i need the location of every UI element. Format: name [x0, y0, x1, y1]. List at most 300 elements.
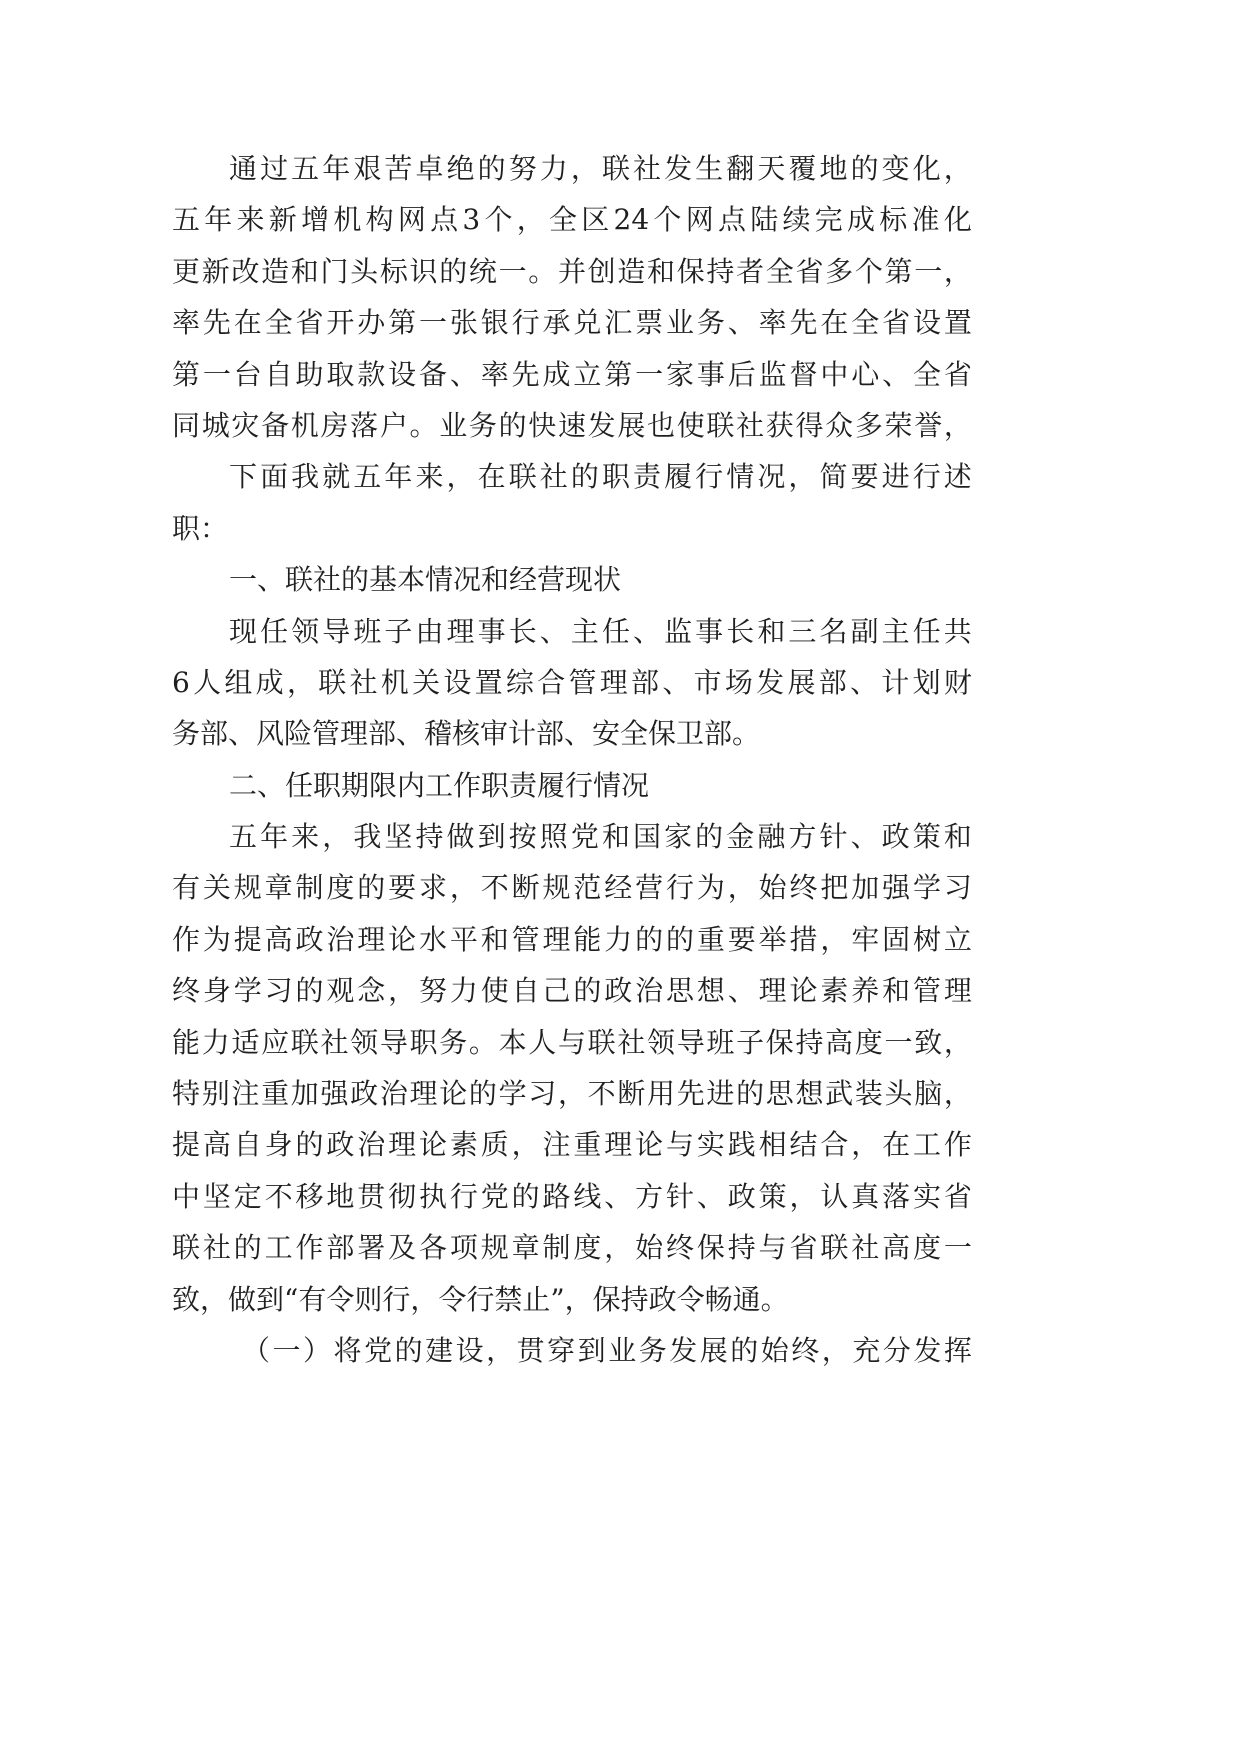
- text-glyph: 履: [664, 460, 693, 494]
- text-line: [172, 914, 972, 965]
- text-glyph: 重: [261, 1077, 290, 1111]
- text-glyph: 省: [795, 254, 824, 288]
- text-glyph: 心: [851, 357, 880, 391]
- text-glyph: 网: [397, 203, 426, 237]
- text-glyph: 第: [884, 254, 913, 288]
- text-glyph: 一: [914, 254, 943, 288]
- text-line: [172, 1068, 972, 1119]
- text-glyph: 和: [757, 614, 786, 648]
- text-line: [172, 1171, 972, 1222]
- text-glyph: 展: [699, 1333, 728, 1367]
- text-glyph: 省: [943, 357, 972, 391]
- text-glyph: 作: [943, 1128, 972, 1162]
- text-glyph: 章: [264, 871, 293, 905]
- text-glyph: 认: [820, 1179, 849, 1213]
- text-glyph: 用: [647, 1077, 676, 1111]
- text-glyph: 汇: [604, 306, 633, 340]
- text-glyph: 完: [814, 203, 843, 237]
- text-glyph: 建: [425, 1333, 454, 1367]
- text-glyph: 养: [851, 974, 880, 1008]
- text-glyph: 注: [231, 1077, 260, 1111]
- text-glyph: 省: [943, 1179, 972, 1213]
- document-body: [172, 143, 972, 1376]
- text-glyph: 导: [676, 1025, 705, 1059]
- text-glyph: 管: [568, 665, 597, 699]
- text-glyph: 五: [291, 152, 320, 185]
- text-line: 职：: [172, 511, 229, 545]
- text-line: [172, 451, 972, 502]
- text-glyph: 务: [439, 1025, 468, 1059]
- text-glyph: 率: [758, 306, 787, 340]
- text-glyph: 的: [666, 922, 695, 956]
- text-glyph: 来: [236, 203, 265, 237]
- text-glyph: ，: [449, 871, 478, 905]
- text-glyph: ，: [727, 871, 756, 905]
- text-glyph: 先: [511, 357, 540, 391]
- text-glyph: 关: [202, 871, 231, 905]
- text-glyph: 身: [264, 1128, 293, 1162]
- text-glyph: 和: [647, 254, 676, 288]
- text-glyph: 户: [379, 408, 408, 442]
- text-glyph: 署: [357, 1231, 386, 1265]
- text-glyph: 、: [633, 614, 662, 648]
- text-glyph: 部: [326, 1231, 355, 1265]
- text-glyph: 和: [480, 922, 509, 956]
- text-glyph: 领: [291, 614, 320, 648]
- text-glyph: 三: [788, 614, 817, 648]
- text-glyph: 个: [484, 203, 513, 237]
- text-glyph: 管: [511, 922, 540, 956]
- text-glyph: 况: [757, 460, 786, 494]
- text-glyph: 就: [322, 460, 351, 494]
- text-glyph: 始: [760, 1333, 789, 1367]
- text-glyph: 成: [847, 203, 876, 237]
- text-glyph: 相: [758, 1128, 787, 1162]
- text-glyph: 求: [419, 871, 448, 905]
- text-glyph: 识: [409, 254, 438, 288]
- text-glyph: 政: [604, 974, 633, 1008]
- text-line: 致，做到“有令则行，令行禁止”，保持政令畅通。: [172, 1282, 789, 1316]
- text-glyph: 自: [511, 974, 540, 1008]
- text-glyph: 获: [765, 408, 794, 442]
- text-glyph: 简: [819, 460, 848, 494]
- text-glyph: 理: [542, 922, 571, 956]
- text-glyph: 新: [268, 203, 297, 237]
- text-glyph: 终: [172, 974, 201, 1008]
- text-glyph: 台: [233, 357, 262, 391]
- text-glyph: 过: [260, 152, 289, 185]
- text-glyph: 力: [604, 922, 633, 956]
- text-glyph: 政: [350, 1077, 379, 1111]
- text-glyph: 划: [912, 665, 941, 699]
- text-glyph: 五: [353, 460, 382, 494]
- text-glyph: 规: [542, 871, 571, 905]
- text-glyph: ，: [486, 1333, 515, 1367]
- text-glyph: 理: [357, 922, 386, 956]
- text-glyph: 、: [727, 974, 756, 1008]
- text-glyph: 的: [570, 460, 599, 494]
- text-glyph: 年: [260, 820, 289, 854]
- text-glyph: 备: [419, 357, 448, 391]
- text-glyph: 策: [912, 820, 941, 854]
- text-glyph: 牢: [851, 922, 880, 956]
- text-glyph: 财: [943, 665, 972, 699]
- text-glyph: 组: [224, 665, 253, 699]
- text-glyph: 也: [647, 408, 676, 442]
- text-glyph: 中: [820, 357, 849, 391]
- text-glyph: 与: [758, 1231, 787, 1265]
- text-glyph: 持: [795, 1025, 824, 1059]
- text-glyph: 务: [638, 1333, 667, 1367]
- text-glyph: ，: [511, 1128, 540, 1162]
- text-line: [172, 606, 972, 657]
- text-glyph: 生: [695, 152, 724, 185]
- text-line: [172, 246, 972, 297]
- text-glyph: 业: [439, 408, 468, 442]
- text-glyph: 工: [913, 1128, 942, 1162]
- text-glyph: ，: [286, 665, 315, 699]
- text-glyph: 任: [601, 614, 630, 648]
- text-line: [172, 143, 972, 194]
- text-glyph: 按: [508, 820, 537, 854]
- text-glyph: ，: [943, 408, 972, 442]
- text-glyph: 度: [573, 1231, 602, 1265]
- text-glyph: 联: [318, 665, 347, 699]
- text-glyph: 副: [850, 614, 879, 648]
- text-glyph: 能: [573, 922, 602, 956]
- text-glyph: 自: [264, 357, 293, 391]
- text-glyph: 度: [913, 1231, 942, 1265]
- text-glyph: 为: [696, 871, 725, 905]
- text-glyph: 造: [261, 254, 290, 288]
- text-glyph: 艰: [353, 152, 382, 185]
- text-glyph: ，: [943, 1077, 972, 1111]
- text-glyph: 部: [818, 665, 847, 699]
- text-glyph: 场: [724, 665, 753, 699]
- text-glyph: 的: [468, 1077, 497, 1111]
- text-glyph: 家: [664, 820, 693, 854]
- text-glyph: 名: [819, 614, 848, 648]
- text-glyph: 将: [333, 1333, 362, 1367]
- text-glyph: 措: [789, 922, 818, 956]
- text-glyph: 通: [229, 152, 258, 185]
- text-glyph: 融: [757, 820, 786, 854]
- text-glyph: 班: [706, 1025, 735, 1059]
- text-glyph: 一: [202, 357, 231, 391]
- text-glyph: 使: [480, 974, 509, 1008]
- text-glyph: 在: [820, 306, 849, 340]
- text-glyph: 来: [415, 460, 444, 494]
- text-glyph: 装: [854, 1077, 883, 1111]
- text-glyph: 方: [635, 1179, 664, 1213]
- text-glyph: 的: [295, 974, 324, 1008]
- text-glyph: 章: [511, 1231, 540, 1265]
- text-glyph: 承: [542, 306, 571, 340]
- text-glyph: ，: [570, 152, 599, 185]
- text-glyph: 导: [322, 614, 351, 648]
- text-glyph: 移: [295, 1179, 324, 1213]
- text-glyph: 联: [508, 460, 537, 494]
- text-glyph: 己: [542, 974, 571, 1008]
- text-glyph: 、: [850, 665, 879, 699]
- text-glyph: 行: [695, 460, 724, 494]
- text-glyph: 监: [664, 614, 693, 648]
- text-glyph: 高: [825, 1025, 854, 1059]
- text-glyph: ，: [851, 1128, 880, 1162]
- text-glyph: 人: [193, 665, 222, 699]
- text-glyph: ，: [943, 254, 972, 288]
- text-glyph: 长: [508, 614, 537, 648]
- text-glyph: 终: [791, 1333, 820, 1367]
- text-glyph: 班: [353, 614, 382, 648]
- text-glyph: 的: [439, 254, 468, 288]
- text-glyph: 一: [943, 1231, 972, 1265]
- text-glyph: 、: [449, 357, 478, 391]
- text-glyph: 能: [172, 1025, 201, 1059]
- text-glyph: 率: [480, 357, 509, 391]
- text-glyph: 规: [233, 871, 262, 905]
- text-glyph: 别: [201, 1077, 230, 1111]
- text-glyph: 政: [727, 1179, 756, 1213]
- text-glyph: 理: [758, 974, 787, 1008]
- text-glyph: 素: [820, 974, 849, 1008]
- text-glyph: 度: [326, 871, 355, 905]
- text-glyph: 社: [617, 1025, 646, 1059]
- text-glyph: 落: [882, 1179, 911, 1213]
- text-glyph: 覆: [788, 152, 817, 185]
- text-glyph: 治: [326, 922, 355, 956]
- text-glyph: 灾: [231, 408, 260, 442]
- text-glyph: 领: [647, 1025, 676, 1059]
- text-glyph: 全: [264, 306, 293, 340]
- text-glyph: 断: [511, 871, 540, 905]
- text-glyph: 第: [604, 357, 633, 391]
- text-glyph: 质: [480, 1128, 509, 1162]
- text-glyph: 项: [449, 1231, 478, 1265]
- text-glyph: 持: [706, 254, 735, 288]
- text-glyph: 标: [379, 254, 408, 288]
- text-glyph: ）: [303, 1333, 332, 1367]
- text-glyph: 始: [635, 1231, 664, 1265]
- text-glyph: 子: [736, 1025, 765, 1059]
- text-line: 务部、风险管理部、稽核审计部、安全保卫部。: [172, 717, 761, 751]
- text-line: [172, 349, 972, 400]
- text-glyph: 荣: [884, 408, 913, 442]
- text-glyph: 后: [727, 357, 756, 391]
- text-glyph: 导: [379, 1025, 408, 1059]
- text-glyph: 治: [357, 1128, 386, 1162]
- text-glyph: 党: [364, 1333, 393, 1367]
- text-glyph: 房: [320, 408, 349, 442]
- text-glyph: 。: [468, 1025, 497, 1059]
- text-glyph: 提: [233, 922, 262, 956]
- text-glyph: 设: [913, 306, 942, 340]
- text-glyph: 的: [394, 1333, 423, 1367]
- text-glyph: 一: [272, 1333, 301, 1367]
- text-glyph: 合: [537, 665, 566, 699]
- text-glyph: 化: [943, 203, 972, 237]
- text-glyph: 行: [912, 460, 941, 494]
- text-glyph: 论: [439, 1077, 468, 1111]
- text-glyph: 联: [587, 1025, 616, 1059]
- text-glyph: 备: [261, 408, 290, 442]
- text-glyph: 市: [693, 665, 722, 699]
- text-glyph: 计: [881, 665, 910, 699]
- text-glyph: 力: [539, 152, 568, 185]
- text-glyph: 持: [727, 1231, 756, 1265]
- text-glyph: 社: [320, 1025, 349, 1059]
- text-glyph: 增: [301, 203, 330, 237]
- text-glyph: 一: [419, 306, 448, 340]
- text-glyph: 针: [819, 820, 848, 854]
- text-glyph: 理: [446, 614, 475, 648]
- text-glyph: 高: [882, 1231, 911, 1265]
- text-glyph: 24: [613, 203, 650, 237]
- text-glyph: 共: [943, 614, 972, 648]
- text-glyph: 平: [449, 922, 478, 956]
- text-glyph: 点: [717, 203, 746, 237]
- text-glyph: 要: [850, 460, 879, 494]
- text-glyph: 社: [633, 152, 662, 185]
- text-glyph: 脑: [914, 1077, 943, 1111]
- text-glyph: 先: [789, 306, 818, 340]
- text-glyph: 始: [758, 871, 787, 905]
- text-glyph: 保: [765, 1025, 794, 1059]
- text-glyph: 断: [617, 1077, 646, 1111]
- text-glyph: 家: [666, 357, 695, 391]
- text-glyph: 下: [229, 460, 258, 494]
- text-glyph: ，: [446, 460, 475, 494]
- text-glyph: 职: [409, 1025, 438, 1059]
- text-glyph: 监: [758, 357, 787, 391]
- text-glyph: 、: [696, 1179, 725, 1213]
- text-glyph: 要: [727, 922, 756, 956]
- text-glyph: 注: [542, 1128, 571, 1162]
- text-glyph: 到: [577, 1333, 606, 1367]
- text-glyph: 一: [498, 254, 527, 288]
- text-glyph: ，: [322, 820, 351, 854]
- text-glyph: 省: [295, 306, 324, 340]
- text-glyph: 全: [549, 203, 578, 237]
- text-glyph: 社: [851, 1231, 880, 1265]
- text-glyph: 的: [635, 922, 664, 956]
- text-glyph: 挥: [943, 1333, 972, 1367]
- text-glyph: 地: [819, 152, 848, 185]
- text-glyph: 落: [350, 408, 379, 442]
- text-glyph: 续: [782, 203, 811, 237]
- text-glyph: 发: [756, 665, 785, 699]
- text-glyph: 主: [570, 614, 599, 648]
- text-glyph: 子: [384, 614, 413, 648]
- text-glyph: ，: [788, 460, 817, 494]
- text-glyph: 由: [415, 614, 444, 648]
- section-heading: 二、任职期限内工作职责履行情况: [229, 768, 650, 802]
- text-glyph: 的: [573, 974, 602, 1008]
- text-glyph: 范: [573, 871, 602, 905]
- text-glyph: 综: [505, 665, 534, 699]
- text-glyph: 一: [884, 1025, 913, 1059]
- text-glyph: 想: [795, 1077, 824, 1111]
- text-glyph: 论: [635, 1128, 664, 1162]
- text-glyph: 全: [851, 306, 880, 340]
- text-glyph: 任: [260, 614, 289, 648]
- text-glyph: 努: [508, 152, 537, 185]
- text-glyph: 多: [825, 254, 854, 288]
- text-glyph: 设: [388, 357, 417, 391]
- text-glyph: 和: [882, 974, 911, 1008]
- text-glyph: 力: [449, 974, 478, 1008]
- text-glyph: ，: [789, 1179, 818, 1213]
- text-glyph: 在: [233, 306, 262, 340]
- text-glyph: 行: [449, 1179, 478, 1213]
- text-glyph: 陆: [750, 203, 779, 237]
- text-glyph: 造: [617, 254, 646, 288]
- text-glyph: 联: [820, 1231, 849, 1265]
- text-glyph: 方: [788, 820, 817, 854]
- text-glyph: 作: [172, 922, 201, 956]
- text-glyph: 念: [357, 974, 386, 1008]
- text-glyph: 和: [290, 254, 319, 288]
- text-glyph: 3: [462, 203, 481, 237]
- text-glyph: 五: [229, 820, 258, 854]
- text-glyph: 保: [696, 1231, 725, 1265]
- text-glyph: 年: [322, 152, 351, 185]
- text-glyph: 办: [357, 306, 386, 340]
- text-glyph: 发: [913, 1333, 942, 1367]
- section-heading: 一、联社的基本情况和经营现状: [229, 563, 622, 597]
- text-glyph: 标: [879, 203, 908, 237]
- text-glyph: 绝: [446, 152, 475, 185]
- text-glyph: 助: [295, 357, 324, 391]
- text-glyph: 职: [601, 460, 630, 494]
- text-glyph: 思: [666, 974, 695, 1008]
- text-glyph: 自: [233, 1128, 262, 1162]
- text-glyph: 兑: [573, 306, 602, 340]
- text-glyph: 观: [326, 974, 355, 1008]
- text-glyph: 坚: [202, 1179, 231, 1213]
- text-glyph: 准: [911, 203, 940, 237]
- text-glyph: ，: [820, 922, 849, 956]
- text-glyph: 部: [631, 665, 660, 699]
- text-glyph: 成: [255, 665, 284, 699]
- text-glyph: 款: [357, 357, 386, 391]
- text-glyph: 立: [573, 357, 602, 391]
- text-glyph: 加: [290, 1077, 319, 1111]
- text-glyph: 机: [380, 665, 409, 699]
- text-glyph: 新: [201, 254, 230, 288]
- text-glyph: 述: [943, 460, 972, 494]
- text-glyph: 照: [539, 820, 568, 854]
- text-glyph: 穿: [547, 1333, 576, 1367]
- text-glyph: 彻: [388, 1179, 417, 1213]
- text-glyph: 持: [415, 820, 444, 854]
- text-glyph: 的: [477, 152, 506, 185]
- text-glyph: 致: [914, 1025, 943, 1059]
- text-glyph: 展: [617, 408, 646, 442]
- text-glyph: 城: [201, 408, 230, 442]
- text-glyph: 发: [669, 1333, 698, 1367]
- text-glyph: 速: [557, 408, 586, 442]
- text-glyph: 结: [789, 1128, 818, 1162]
- text-glyph: 业: [608, 1333, 637, 1367]
- text-glyph: 誉: [914, 408, 943, 442]
- text-glyph: 应: [261, 1025, 290, 1059]
- text-glyph: 行: [666, 871, 695, 905]
- text-glyph: 为: [202, 922, 231, 956]
- text-glyph: 快: [528, 408, 557, 442]
- text-glyph: 领: [350, 1025, 379, 1059]
- text-glyph: ，: [557, 1077, 586, 1111]
